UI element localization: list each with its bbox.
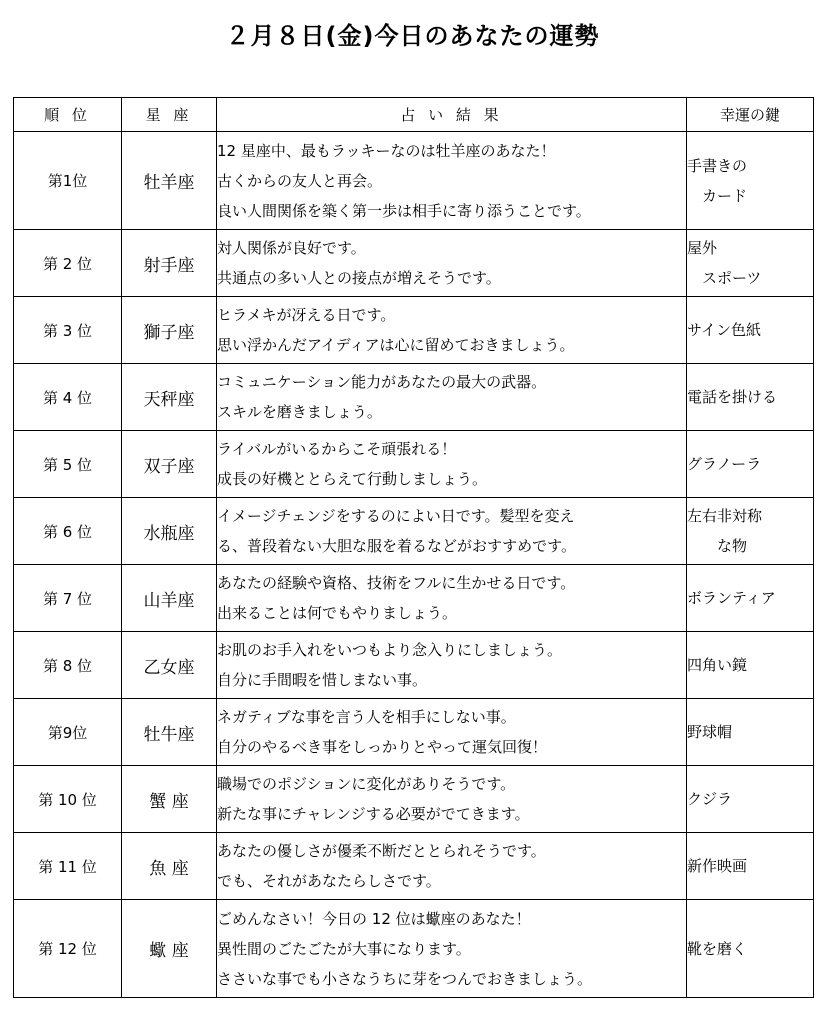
zodiac-sign-cell: 牡羊座 [122, 132, 217, 230]
fortune-result-cell [217, 565, 687, 632]
fortune-result-line: スキルを磨きましょう。 [217, 403, 382, 421]
zodiac-sign-cell: 乙女座 [122, 632, 217, 699]
rank-cell: 第1位 [14, 132, 122, 230]
fortune-result-line: 異性間のごたごたが大事になります。 [217, 939, 471, 958]
fortune-result-line: ごめんなさい！今日の 12 位は蠍座のあなた！ [217, 909, 531, 928]
fortune-result-line: お肌のお手入れをいつもより念入りにしましょう。 [217, 641, 563, 659]
lucky-key-line: サイン色紙 [687, 321, 761, 339]
rank-cell: 第 12 位 [14, 900, 122, 998]
lucky-key-cell [687, 900, 814, 998]
lucky-key-cell [687, 699, 814, 766]
rank-cell: 第 10 位 [14, 766, 122, 833]
zodiac-sign-cell: 魚 座 [122, 833, 217, 900]
zodiac-sign-cell: 双子座 [122, 431, 217, 498]
fortune-result-line: 古くからの友人と再会。 [217, 171, 383, 190]
fortune-result-cell [217, 699, 687, 766]
fortune-result-line: イメージチェンジをするのによい日です。髪型を変え [217, 507, 575, 525]
fortune-table [13, 97, 814, 998]
fortune-result-cell [217, 132, 687, 230]
fortune-result-line: ヒラメキが冴える日です。 [217, 306, 396, 324]
fortune-result-cell [217, 297, 687, 364]
lucky-key-line: 電話を掛ける [687, 388, 778, 406]
lucky-key-cell [687, 132, 814, 230]
fortune-result-line: 良い人間関係を築く第一歩は相手に寄り添うことです。 [217, 201, 591, 220]
table-row [14, 699, 814, 766]
fortune-result-cell [217, 766, 687, 833]
lucky-key-line: 屋外 [687, 239, 718, 257]
rank-cell: 第 7 位 [14, 565, 122, 632]
fortune-result-line: 共通点の多い人との接点が増えそうです。 [217, 269, 501, 287]
fortune-result-line: 思い浮かんだアイディアは心に留めておきましょう。 [217, 336, 575, 354]
table-row [14, 900, 814, 998]
fortune-result-line: 対人関係が良好です。 [217, 239, 366, 257]
fortune-result-line: 成長の好機ととらえて行動しましょう。 [217, 470, 488, 488]
lucky-key-cell [687, 766, 814, 833]
fortune-result-cell [217, 498, 687, 565]
table-row [14, 132, 814, 230]
zodiac-sign-cell: 射手座 [122, 230, 217, 297]
rank-cell: 第 3 位 [14, 297, 122, 364]
lucky-key-line: グラノーラ [687, 455, 762, 473]
fortune-result-line: 職場でのポジションに変化がありそうです。 [217, 775, 516, 793]
fortune-result-line: でも、それがあなたらしさです。 [217, 872, 441, 890]
lucky-key-line: な物 [687, 537, 748, 555]
table-row [14, 364, 814, 431]
lucky-key-cell [687, 833, 814, 900]
lucky-key-line: 手書きの [687, 156, 748, 175]
zodiac-sign-cell: 獅子座 [122, 297, 217, 364]
lucky-key-line: カード [687, 186, 748, 205]
fortune-result-cell [217, 431, 687, 498]
table-row [14, 565, 814, 632]
lucky-key-line: 野球帽 [687, 723, 733, 741]
fortune-result-cell [217, 230, 687, 297]
table-row [14, 297, 814, 364]
lucky-key-cell [687, 632, 814, 699]
lucky-key-line: 靴を磨く [687, 939, 748, 958]
lucky-key-cell [687, 230, 814, 297]
table-row [14, 498, 814, 565]
fortune-result-cell [217, 632, 687, 699]
header-rank: 順 位 [14, 98, 122, 132]
header-key: 幸運の鍵 [687, 98, 814, 132]
table-row [14, 431, 814, 498]
table-header-row [14, 98, 814, 132]
lucky-key-line: ボランティア [687, 589, 776, 607]
zodiac-sign-cell: 蟹 座 [122, 766, 217, 833]
lucky-key-cell [687, 364, 814, 431]
rank-cell: 第 2 位 [14, 230, 122, 297]
lucky-key-cell [687, 498, 814, 565]
table-row [14, 230, 814, 297]
zodiac-sign-cell: 牡牛座 [122, 699, 217, 766]
table-row [14, 766, 814, 833]
fortune-result-line: 12 星座中、最もラッキーなのは牡羊座のあなた！ [217, 141, 556, 160]
table-row [14, 833, 814, 900]
lucky-key-line: 新作映画 [687, 857, 748, 875]
zodiac-sign-cell: 水瓶座 [122, 498, 217, 565]
fortune-result-line: ネガティブな事を言う人を相手にしない事。 [217, 708, 516, 726]
lucky-key-line: 四角い鏡 [687, 656, 748, 674]
rank-cell: 第9位 [14, 699, 122, 766]
lucky-key-line: クジラ [687, 790, 733, 808]
page-title: ２月８日(金)今日のあなたの運勢 [225, 22, 600, 50]
rank-cell: 第 4 位 [14, 364, 122, 431]
zodiac-sign-cell: 天秤座 [122, 364, 217, 431]
zodiac-sign-cell: 山羊座 [122, 565, 217, 632]
fortune-result-line: あなたの優しさが優柔不断だととられそうです。 [217, 842, 546, 860]
lucky-key-cell [687, 565, 814, 632]
header-result: 占 い 結 果 [217, 98, 687, 132]
fortune-result-line: 新たな事にチャレンジする必要がでてきます。 [217, 805, 530, 823]
fortune-result-cell [217, 364, 687, 431]
fortune-result-cell [217, 900, 687, 998]
table-row [14, 632, 814, 699]
lucky-key-line: スポーツ [687, 269, 762, 287]
zodiac-sign-cell: 蠍 座 [122, 900, 217, 998]
fortune-result-cell [217, 833, 687, 900]
rank-cell: 第 8 位 [14, 632, 122, 699]
fortune-result-line: 出来ることは何でもやりましょう。 [217, 604, 458, 622]
lucky-key-line: 左右非対称 [687, 507, 763, 525]
fortune-result-line: コミュニケーション能力があなたの最大の武器。 [217, 373, 547, 391]
fortune-result-line: 自分に手間暇を惜しまない事。 [217, 671, 428, 689]
fortune-result-line: ライバルがいるからこそ頑張れる！ [217, 440, 457, 458]
header-sign: 星 座 [122, 98, 217, 132]
rank-cell: 第 11 位 [14, 833, 122, 900]
fortune-result-line: 自分のやるべき事をしっかりとやって運気回復！ [217, 738, 548, 756]
lucky-key-cell [687, 297, 814, 364]
fortune-result-line: ささいな事でも小さなうちに芽をつんでおきましょう。 [217, 969, 593, 988]
fortune-result-line: る、普段着ない大胆な服を着るなどがおすすめです。 [217, 537, 576, 555]
fortune-result-line: あなたの経験や資格、技術をフルに生かせる日です。 [217, 574, 576, 592]
rank-cell: 第 6 位 [14, 498, 122, 565]
lucky-key-cell [687, 431, 814, 498]
rank-cell: 第 5 位 [14, 431, 122, 498]
